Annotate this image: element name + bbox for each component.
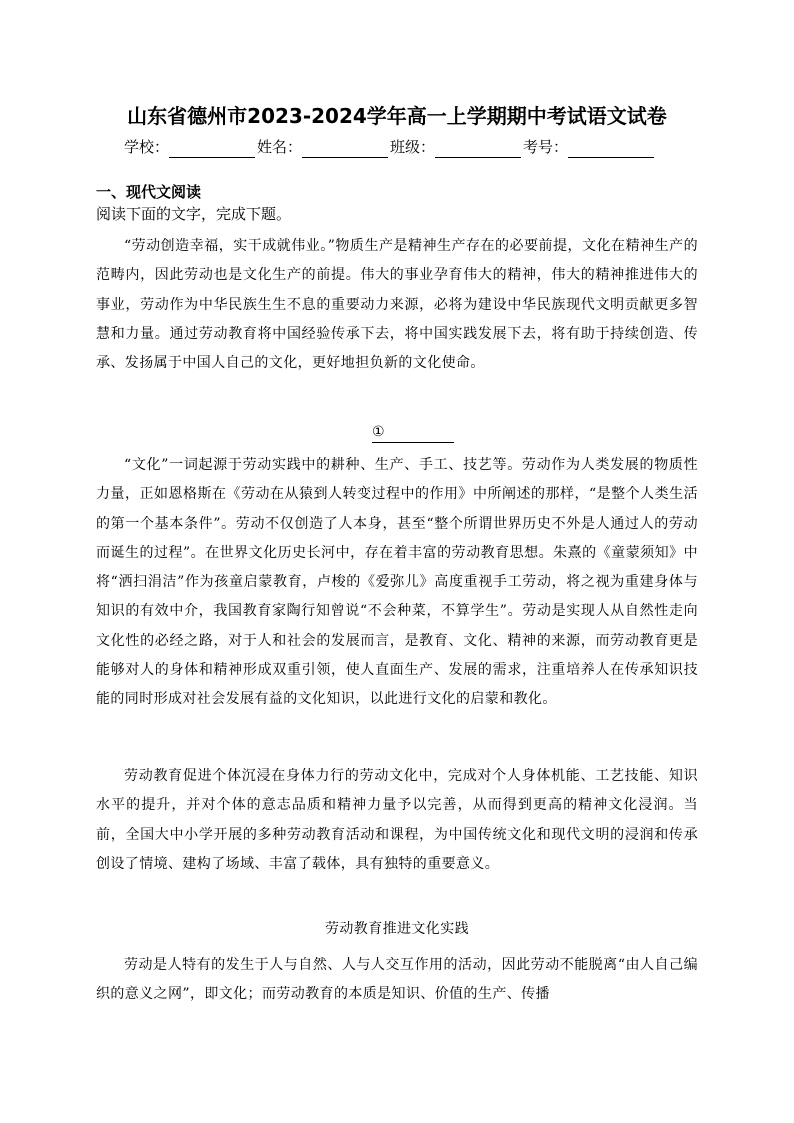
paragraph-1: “劳动创造幸福，实干成就伟业。”物质生产是精神生产存在的必要前提，文化在精神生产的范畴内，因此劳动也是文化生产的前提。伟大的事业孕育伟大的精神，伟大的精神推进伟大的事业，劳动作为中华民族生生不息的重要动力来源，必将为建设中华民族现代文明贡献更多智慧和力量。通过劳动教育将中国经验传承下去，将中国实践发展下去，将有助于持续创造、传承、发扬属于中国人自己的文化，更好地担负新的文化使命。 xyxy=(96,238,698,372)
fill-in-blank-marker: ① xyxy=(372,422,454,443)
student-info-row xyxy=(124,134,656,158)
reading-instruction: 阅读下面的文字，完成下题。 xyxy=(96,205,292,223)
name-label: 姓名： xyxy=(257,138,303,156)
class-label: 班级： xyxy=(390,138,436,156)
exam-title: 山东省德州市2023-2024学年高一上学期期中考试语文试卷 xyxy=(127,104,667,128)
school-blank[interactable] xyxy=(169,139,255,158)
paragraph-4: 劳动是人特有的发生于人与自然、人与人交互作用的活动，因此劳动不能脱离“由人自己编织的意义之网”，即文化；而劳动教育的本质是知识、价值的生产、传播 xyxy=(96,957,698,1003)
section-heading: 一、现代文阅读 xyxy=(96,183,202,201)
exam-number-blank[interactable] xyxy=(568,139,654,158)
paragraph-3: 劳动教育促进个体沉浸在身体力行的劳动文化中，完成对个人身体机能、工艺技能、知识水平的提升，并对个体的意志品质和精神力量予以完善，从而得到更高的精神文化浸润。当前，全国大中小学开展的多种劳动教育活动和课程，为中国传统文化和现代文明的浸润和传承创设了情境、建构了场域、丰富了载体，具有独特的重要意义。 xyxy=(96,768,698,872)
school-label: 学校： xyxy=(124,138,170,156)
exam-number-label: 考号： xyxy=(523,138,569,156)
name-blank[interactable] xyxy=(302,139,388,158)
paragraph-2: “文化”一词起源于劳动实践中的耕种、生产、手工、技艺等。劳动作为人类发展的物质性力量，正如恩格斯在《劳动在从猿到人转变过程中的作用》中所阐述的那样，“是整个人类生活的第一个基本条件”。劳动不仅创造了人本身，甚至“整个所谓世界历史不外是人通过人的劳动而诞生的过程”。在世界文化历史长河中，存在着丰富的劳动教育思想。朱熹的《童蒙须知》中将“洒扫涓洁”作为孩童启蒙教育，卢梭的《爱弥儿》高度重视手工劳动，将之视为重建身体与知识的有效中介，我国教育家陶行知曾说“不会种菜，不算学生”。劳动是实现人从自然性走向文化性的必经之路，对于人和社会的发展而言，是教育、文化、精神的来源，而劳动教育更是能够对人的身体和精神形成双重引领，使人直面生产、发展的需求，注重培养人在传承知识技能的同时形成对社会发展有益的文化知识，以此进行文化的启蒙和教化。 xyxy=(96,457,698,708)
section-subheading: 劳动教育推进文化实践 xyxy=(325,921,469,937)
class-blank[interactable] xyxy=(435,139,521,158)
